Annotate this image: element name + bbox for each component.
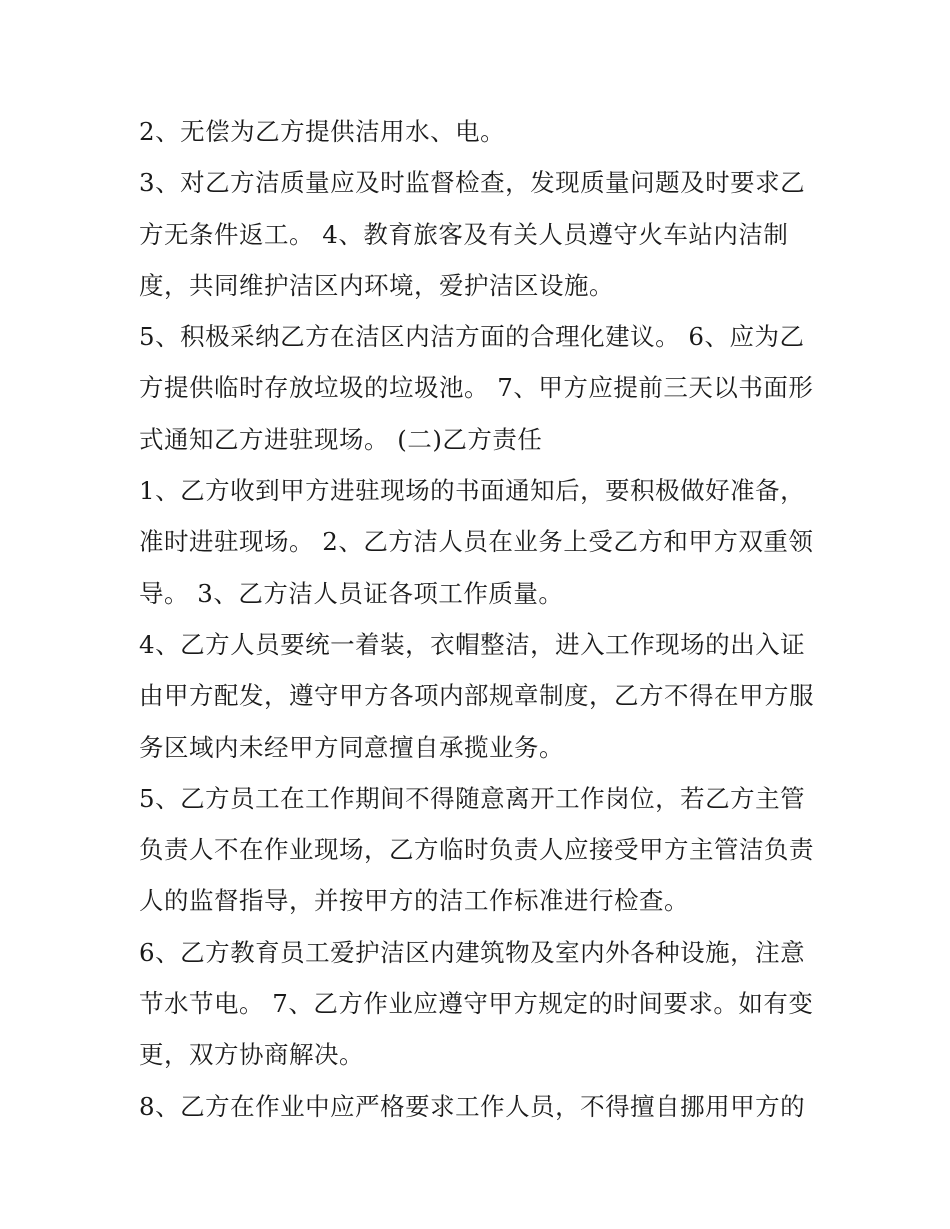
text-line: 1、乙方收到甲方进驻现场的书面通知后，要积极做好准备， — [139, 476, 806, 506]
text-line: 8、乙方在作业中应严格要求工作人员，不得擅自挪用甲方的 — [139, 1091, 806, 1121]
text-line: 方提供临时存放垃圾的垃圾池。 7、甲方应提前三天以书面形 — [139, 373, 814, 403]
text-line: 2、无偿为乙方提供洁用水、电。 — [139, 117, 506, 146]
text-line: 3、对乙方洁质量应及时监督检查，发现质量问题及时要求乙 — [139, 168, 806, 198]
text-line: 更，双方协商解决。 — [139, 1040, 364, 1070]
document-body — [139, 106, 819, 1132]
text-line: 人的监督指导，并按甲方的洁工作标准进行检查。 — [139, 886, 689, 916]
text-line: 导。 3、乙方洁人员证各项工作质量。 — [139, 578, 564, 608]
text-line: 由甲方配发，遵守甲方各项内部规章制度，乙方不得在甲方服 — [139, 681, 814, 711]
text-line: 式通知乙方进驻现场。 (二)乙方责任 — [139, 424, 543, 454]
text-line: 5、积极采纳乙方在洁区内洁方面的合理化建议。 6、应为乙 — [139, 322, 805, 352]
text-line: 5、乙方员工在工作期间不得随意离开工作岗位，若乙方主管 — [139, 783, 806, 813]
text-line: 方无条件返工。 4、教育旅客及有关人员遵守火车站内洁制 — [139, 219, 789, 249]
text-line: 4、乙方人员要统一着装，衣帽整洁，进入工作现场的出入证 — [139, 629, 806, 659]
text-line: 准时进驻现场。 2、乙方洁人员在业务上受乙方和甲方双重领 — [139, 527, 814, 557]
text-line: 负责人不在作业现场，乙方临时负责人应接受甲方主管洁负责 — [139, 835, 814, 865]
text-line: 度，共同维护洁区内环境，爱护洁区设施。 — [139, 270, 614, 300]
text-line: 6、乙方教育员工爱护洁区内建筑物及室内外各种设施，注意 — [139, 937, 806, 967]
text-line: 节水节电。 7、乙方作业应遵守甲方规定的时间要求。如有变 — [139, 989, 814, 1019]
text-line: 务区域内未经甲方同意擅自承揽业务。 — [139, 732, 564, 762]
